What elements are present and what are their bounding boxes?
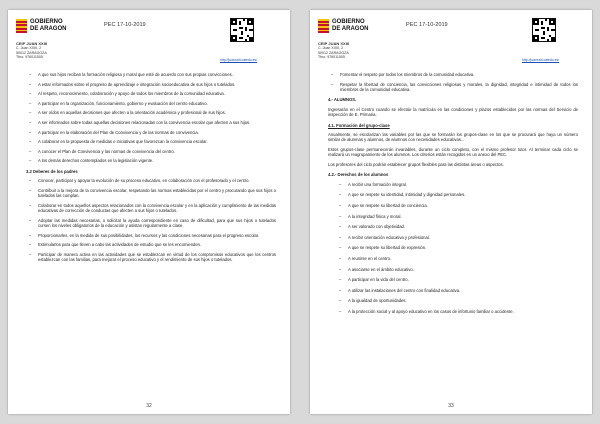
list-item: – A colaborar en la propuesta de medidas e iniciativas que favorezcan la convivencia escolar. [29,139,208,145]
page-header [8,10,290,70]
school-city: 50012 ZARAGOZA [318,50,349,55]
list-item: – Colaborar en todos aquellos aspectos relacionados con la convivencia escolar y en la aplicación y cumplimiento de las medidas educativas de corrección de conductas que afecten a sus hijos o tutelados. [29,202,276,214]
list-item: – Adoptar las medidas necesarias, o solicitar la ayuda correspondiente en caso de dificultad, para que sus hijos o tutelados cursen los niveles obligatorios de la educación y asistan regularmente a clase. [29,217,276,229]
page-body [328,72,578,320]
derechos-list [328,182,578,315]
list-item: – A utilizar las instalaciones del centro con finalidad educativa. [339,287,461,293]
logo-line-2: DE ARAGON [30,25,67,32]
list-item: – A la protección social y al apoyo educativo en los casos de infortunio familiar o accidente. [339,308,514,314]
list-item: – Proporcionarles, en la medida de sus posibilidades, los recursos y las condiciones necesarias para el progreso escolar. [29,232,260,238]
school-phone: Tfno. 976011505 [16,55,43,60]
logo-line-2: DE ARAGON [332,25,369,32]
website-link[interactable]: http://juanxxiii.catedu.es/ [220,58,258,62]
list-item: – A la integridad física y moral. [339,213,402,219]
list-item: – A asociarse en el ámbito educativo. [339,266,414,272]
page-number: 32 [146,403,152,409]
aragon-flag-icon [16,19,27,33]
school-address: C. Juan XXIII, 2 [318,46,344,51]
list-item: – A ser valorado con objetividad. [339,224,406,230]
list-item: – A que sus hijos reciban la formación religiosa y moral que esté de acuerdo con sus propias convicciones. [29,72,233,77]
list-item: – A que se respete su libertad de conciencia. [339,203,428,209]
qr-code-icon [532,18,556,42]
list-item: – Participar de manera activa en las actividades que se establezcan en virtud de los compromisos educativos que los centros establezcan con las familias, para mejorar el proceso educativo y el rendimiento de sus hijos o tutelados. [29,251,276,263]
list-item: – A estar informados sobre el progreso de aprendizaje e integración socioeducativa de sus hijos o tutelados. [29,81,236,87]
list-item: – A la igualdad de oportunidades. [339,298,407,304]
logo-line-1: GOBIERNO [332,19,365,25]
page-header [310,10,592,70]
school-info [16,42,47,60]
school-name: CEIP JUAN XXIII [16,41,48,46]
list-item: – Estimularlos para que lleven a cabo las actividades de estudio que se les encomienden. [29,242,202,248]
list-item: – Conocer, participar y apoyar la evolución de su proceso educativo, en colaboración con el profesorado y el centro. [29,178,250,184]
website-link[interactable]: http://juanxxiii.catedu.es/ [522,58,560,62]
page-right [310,10,592,414]
school-phone: Tfno. 976011505 [318,55,345,60]
school-info [318,42,349,60]
qr-code-icon [230,18,254,42]
list-item: – A participar en la vida del centro. [339,277,409,283]
school-address: C. Juan XXIII, 2 [16,46,42,51]
page-left [8,10,290,414]
aragon-logo [318,19,396,41]
list-item: – A conocer el Plan de Convivencia y las normas de convivencia del centro. [29,148,175,154]
list-item: – A recibir orientación educativa y profesional. [339,234,430,240]
list-item: – A ser informados sobre todas aquellas decisiones relacionadas con la convivencia escolar que afecten a sus hijos. [29,119,251,125]
pec-date: PEC 17-10-2019 [104,22,146,28]
school-name: CEIP JUAN XXIII [318,41,350,46]
formacion-paragraph-1: Anualmente, se escolarizan las variables por las que se formarán los grupos-clase en los que se procurará que haya un número similar de alumnas y alumnos, de alumnos con necesidades educativas... [328,132,578,143]
list-item: – A los demás derechos contemplados en la legislación vigente. [29,158,154,164]
aragon-flag-icon [318,19,329,33]
page-body [26,72,276,267]
school-city: 50012 ZARAGOZA [16,50,47,55]
list-item: – Al respeto, reconocimiento, colaboración y apoyo de todos los miembros de la comunidad educativa. [29,91,225,97]
logo-line-1: GOBIERNO [30,19,63,25]
section-heading: 3.2 Deberes de los padres [26,168,78,174]
formacion-heading: 4.1. Formación del grupo-clase [328,122,390,128]
list-item: – A participar en la elaboración del Plan de Convivencia y de las normas de convivencia. [29,129,199,135]
list-item: – A que se respete su libertad de expresión. [339,245,427,251]
list-item: – A ser oídos en aquellas decisiones que afecten a la orientación académica y profesional de sus hijos. [29,110,226,116]
list-item: – A que se respete su identidad, intimidad y dignidad personales. [339,192,466,198]
list-item: – Respetar la libertad de conciencia, las convicciones religiosas y morales, la dignidad, integridad e intimidad de todos los miembros de la comunidad educativa. [331,81,578,92]
alumnos-heading: 4.- ALUMNOS. [328,97,357,103]
list-item: – A reunirse en el centro. [339,256,392,261]
list-item: – Contribuir a la mejora de la convivencia escolar, respetando las normas establecidas por el centro y procurando que sus hijos o tutelados las cumplan. [29,187,276,199]
alumnos-paragraph: Ingresarán en el Centro cuando se efectúe la matrícula en las condiciones y plazos establecidos por las normas del Servicio de inspección de E. Primaria. [328,106,578,118]
list-item: – A recibir una formación integral. [339,181,407,187]
formacion-paragraph-3: Los profesores del ciclo podrán establecer grupos flexibles para las distintas áreas o aspectos. [328,162,504,168]
derechos-heading: 4.2.- Derechos de los alumnos [328,172,389,178]
list-item: – Fomentar el respeto por todos los miembros de la comunidad educativa. [331,72,475,77]
list-item: – A participar en la organización, funcionamiento, gobierno y evaluación del centro educativo. [29,100,208,106]
formacion-paragraph-2: Estos grupos-clase permanecerán invariables, durante un ciclo completo, con el mismo profesor tutor. Al terminar cada ciclo se realizará un reagrupamiento de los alumnos. Los criterios están recogidos en un anexo del PEC. [328,147,578,158]
pec-date: PEC 17-10-2019 [406,22,448,28]
page-number: 33 [448,403,454,409]
aragon-logo [16,19,94,41]
